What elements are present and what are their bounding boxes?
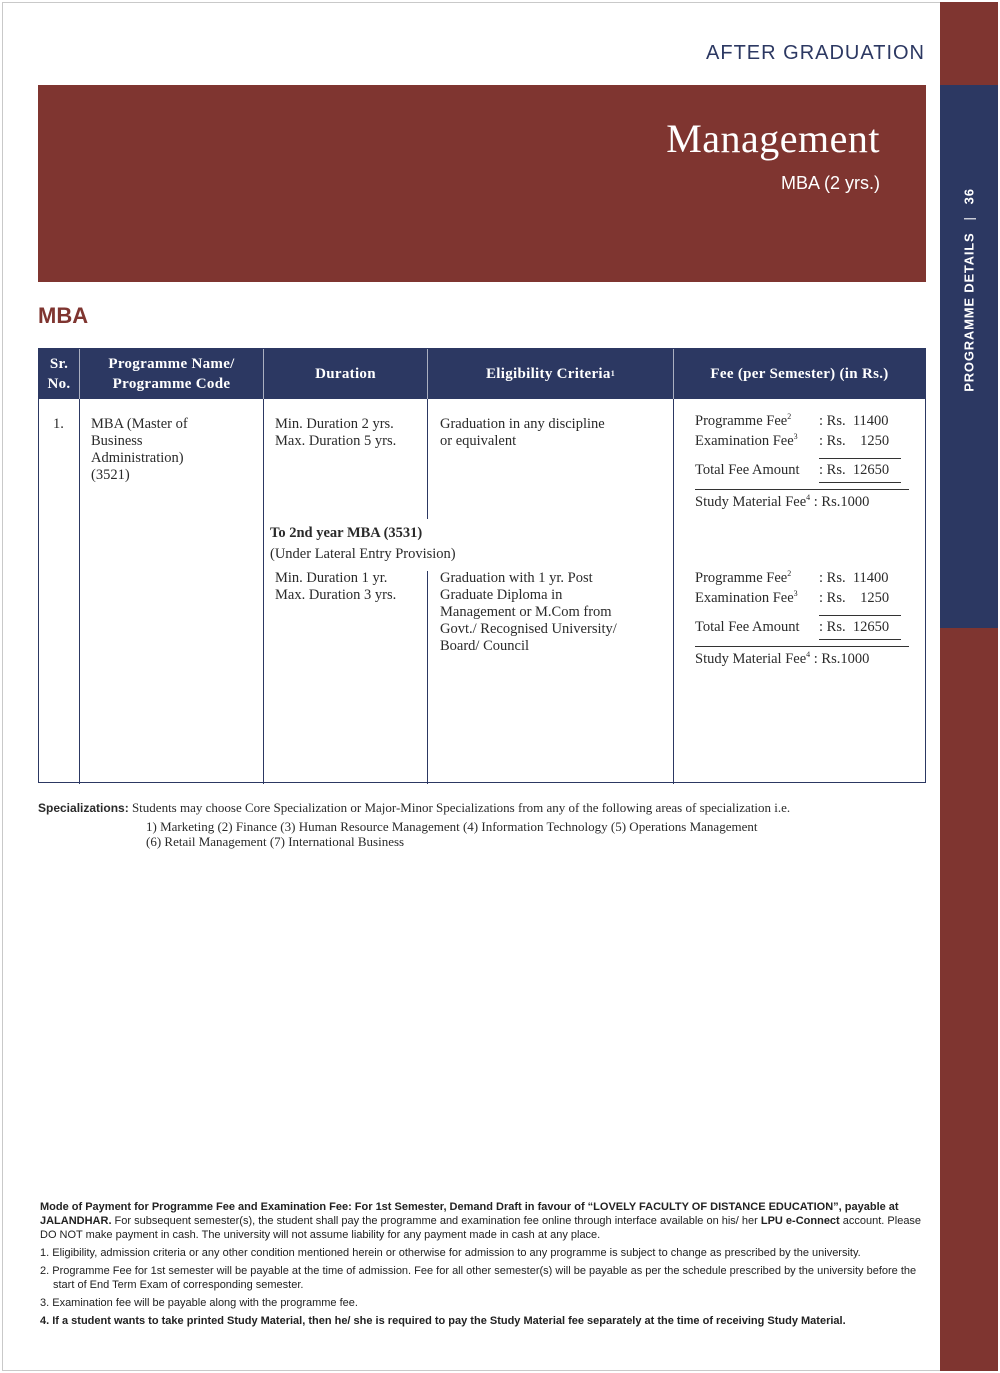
row1-eligibility-line: Graduation in any discipline [440, 416, 605, 432]
col-divider-1 [79, 349, 80, 784]
header-divider-4 [673, 349, 674, 399]
row1-total-value: : Rs. 12650 [819, 462, 890, 478]
lateral-total-label: Total Fee Amount [695, 619, 800, 635]
banner-subtitle: MBA (2 yrs.) [780, 173, 880, 193]
header-programme [80, 349, 263, 399]
fee-sup: 4 [806, 650, 811, 660]
lateral-total-value: : Rs. 12650 [819, 619, 890, 635]
lateral-duration-min: Min. Duration 1 yr. [275, 570, 388, 586]
side-label [962, 188, 977, 392]
payment-paragraph [40, 1200, 928, 1242]
lateral-total-rule [819, 639, 901, 640]
lateral-title: To 2nd year MBA (3531) [270, 525, 423, 541]
footnote-1: 1. Eligibility, admission criteria or any other condition mentioned herein or otherwise for admission to any programme is subject to change as prescribed by the university. [40, 1247, 861, 1259]
lateral-subtotal-rule [819, 615, 901, 616]
row1-subtotal-rule [819, 458, 901, 459]
header-divider-3 [427, 349, 428, 399]
payment-bold-2: LPU e-Connect [760, 1215, 840, 1227]
row1-programme-line: MBA (Master of [91, 416, 188, 432]
row1-study-rule [695, 489, 909, 490]
footer-notes [40, 1200, 928, 1328]
side-label-separator: | [961, 216, 977, 221]
header-programme-line2: Programme Code [112, 376, 231, 392]
header-eligibility-text: Eligibility Criteria [485, 366, 611, 382]
specializations-intro: Students may choose Core Specialization or Major-Minor Specializations from any of the following areas of specialization i.e. [128, 800, 791, 815]
row1-eligibility [440, 416, 605, 450]
row1-programme [91, 416, 259, 484]
footnote-2: 2. Programme Fee for 1st semester will be payable at the time of admission. Fee for all other semester(s) will be payable as per the schedule prescribed by the university before the start of End Term Exam of corresponding semester. [40, 1265, 917, 1291]
header-duration: Duration [315, 366, 376, 382]
row1-programme-line: Administration) [91, 450, 184, 466]
fee-label: Examination Fee [695, 590, 794, 606]
fee-sup: 2 [787, 569, 792, 579]
row1-programme-fee-value: : Rs. 11400 [819, 413, 889, 429]
programme-table [38, 348, 926, 783]
payment-bold-1: Mode of Payment for Programme Fee and Examination Fee: For 1st Semester, Demand Draft in favour of “LOVELY FACULTY OF DISTANCE EDUCATION”, payable at JALANDHAR. [40, 1201, 899, 1227]
lateral-programme-fee [695, 570, 791, 587]
lateral-exam-fee-value: : Rs. 1250 [819, 590, 890, 606]
footnote-3: 3. Examination fee will be payable along with the programme fee. [40, 1297, 358, 1309]
row1-programme-line: (3521) [91, 467, 130, 483]
side-band-top [940, 2, 998, 85]
fee-sup: 3 [793, 589, 798, 599]
row1-eligibility-line: or equivalent [440, 433, 517, 449]
row1-exam-fee [695, 433, 798, 450]
title-banner [38, 85, 926, 282]
payment-text-1: For subsequent semester(s), the student shall pay the programme and examination fee online through interface available on his/ her [111, 1215, 761, 1227]
fee-label: Programme Fee [695, 413, 788, 429]
col-divider-4 [673, 349, 674, 784]
header-divider-2 [263, 349, 264, 399]
row1-programme-fee [695, 413, 791, 430]
lateral-duration-max: Max. Duration 3 yrs. [275, 587, 397, 603]
lateral-eligibility-line: Management or M.Com from [440, 604, 612, 620]
header-sr-no-line1: Sr. [49, 356, 69, 372]
specializations-label: Specializations: [38, 801, 129, 815]
specializations [38, 800, 928, 849]
header-programme-line1: Programme Name/ [108, 356, 235, 372]
row1-duration-max: Max. Duration 5 yrs. [275, 433, 397, 449]
fee-value: : Rs.1000 [810, 494, 870, 510]
lateral-eligibility-line: Board/ Council [440, 638, 530, 654]
lateral-study-rule [695, 646, 909, 647]
side-label-text: PROGRAMME DETAILS [961, 232, 977, 392]
side-band-bottom [940, 628, 998, 1371]
header-divider-1 [79, 349, 80, 399]
lateral-subtitle: (Under Lateral Entry Provision) [270, 546, 456, 562]
fee-sup: 3 [793, 432, 798, 442]
header-kicker: AFTER GRADUATION [706, 42, 925, 64]
fee-sup: 2 [787, 412, 792, 422]
payment-text-2: account. Please DO NOT make payment in cash. The university will not assume liability for any payment made in cash at any place. [40, 1215, 922, 1241]
lateral-eligibility [440, 570, 617, 655]
lateral-eligibility-line: Graduate Diploma in [440, 587, 563, 603]
col-divider-3b [427, 571, 428, 784]
fee-label: Study Material Fee [695, 651, 807, 667]
fee-label: Study Material Fee [695, 494, 807, 510]
banner-title: Management [666, 116, 880, 161]
header-sr-no-line2: No. [47, 376, 71, 392]
row1-duration [275, 416, 396, 450]
row1-total-label: Total Fee Amount [695, 462, 800, 478]
row1-total-rule [819, 482, 901, 483]
lateral-eligibility-line: Govt./ Recognised University/ [440, 621, 617, 637]
section-title: MBA [38, 303, 89, 328]
lateral-programme-fee-value: : Rs. 11400 [819, 570, 889, 586]
fee-label: Examination Fee [695, 433, 794, 449]
lateral-exam-fee [695, 590, 798, 607]
specializations-line1: 1) Marketing (2) Finance (3) Human Resource Management (4) Information Technology (5) Operations Management [146, 819, 758, 834]
row1-exam-fee-value: : Rs. 1250 [819, 433, 890, 449]
fee-value: : Rs.1000 [810, 651, 870, 667]
row1-duration-min: Min. Duration 2 yrs. [275, 416, 394, 432]
fee-label: Programme Fee [695, 570, 788, 586]
col-divider-2 [263, 349, 264, 784]
col-divider-3a [427, 399, 428, 519]
lateral-duration [275, 570, 396, 604]
header-eligibility: Eligibility Criteria 1 [485, 366, 616, 382]
specializations-line2: (6) Retail Management (7) International Business [146, 834, 405, 849]
row1-study-fee [695, 494, 869, 511]
header-fee: Fee (per Semester) (in Rs.) [710, 366, 889, 382]
row1-sr-no: 1. [53, 416, 64, 432]
table-header [39, 349, 925, 399]
lateral-eligibility-line: Graduation with 1 yr. Post [440, 570, 593, 586]
footnote-4: 4. If a student wants to take printed Study Material, then he/ she is required to pay the Study Material fee separately at the time of receiving Study Material. [40, 1315, 846, 1327]
lateral-study-fee [695, 651, 869, 668]
row1-programme-line: Business [91, 433, 143, 449]
page-number: 36 [961, 188, 977, 205]
fee-sup: 4 [806, 493, 811, 503]
header-sr-no [39, 349, 79, 399]
